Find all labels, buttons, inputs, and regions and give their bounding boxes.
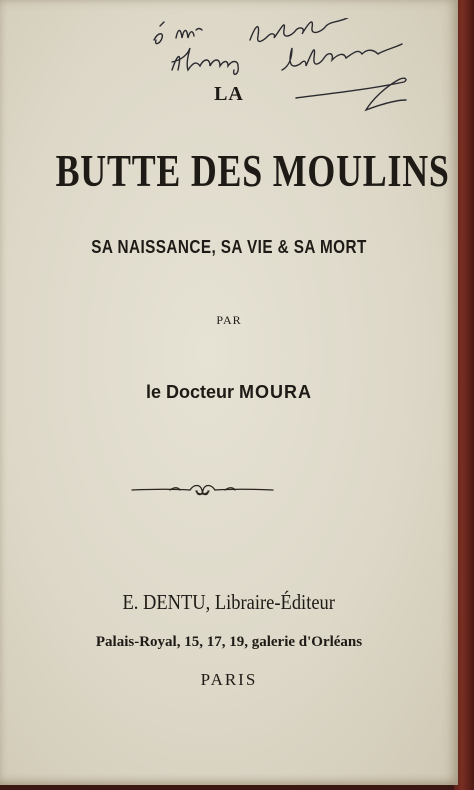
book-subtitle-text: SA NAISSANCE, SA VIE & SA MORT xyxy=(91,237,367,257)
ornament-divider-icon xyxy=(130,480,275,500)
author-line xyxy=(0,382,458,403)
publication-city: PARIS xyxy=(200,670,258,689)
publisher-text: E. DENTU, Libraire-Éditeur xyxy=(122,590,336,614)
book-title-text: BUTTE DES MOULINS xyxy=(55,145,450,196)
handwritten-inscription xyxy=(150,18,440,128)
by-line: PAR xyxy=(216,313,242,327)
book-title xyxy=(0,144,458,197)
author-name: MOURA xyxy=(239,382,313,402)
publisher-line xyxy=(0,590,458,615)
author-prefix: le Docteur xyxy=(145,382,234,402)
book-subtitle xyxy=(0,237,458,258)
title-article: LA xyxy=(214,83,244,105)
publisher-address: Palais-Royal, 15, 17, 19, galerie d'Orléans xyxy=(95,634,363,650)
